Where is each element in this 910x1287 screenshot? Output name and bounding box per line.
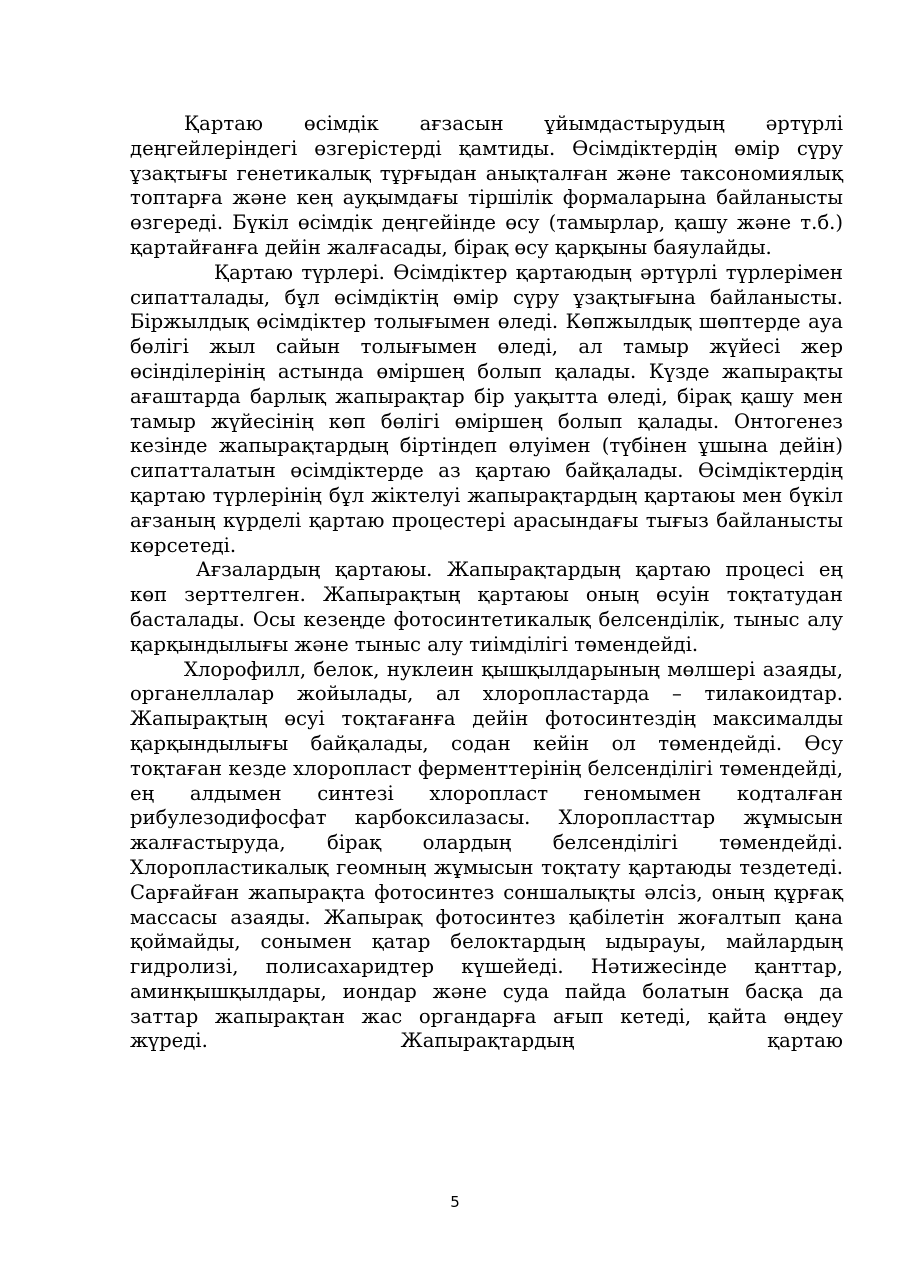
paragraph-chlorophyll: Хлорофилл, белок, нуклеин қышқылдарының мөлшері азаяды, органеллалар жойылады, ал хлоропластарда – тилакоидтар. Жапырақтың өсуі тоқтағанға дейін фотосинтездің максималды қарқындылығы байқалады, содан кейін ол төмендейді. Өсу тоқтаған кезде хлоропласт ферменттерінің белсенділігі төмендейді, ең алдымен синтезі хлоропласт геномымен кодталған рибулезодифосфат карбоксилазасы. Хлоропласттар жұмысын жалғастыруда, бірақ олардың белсенділігі төмендейді. Хлоропластикалық геомның жұмысын тоқтату қартаюды тездетеді. Сарғайған жапырақта фотосинтез соншалықты әлсіз, оның құрғақ массасы азаяды. Жапырақ фотосинтез қабілетін жоғалтып қана қоймайды, сонымен қатар белоктардың ыдырауы, майлардың гидролизі, полисахаридтер күшейеді. Нәтижесінде қанттар, аминқышқылдары, иондар және суда пайда болатын басқа да заттар жапырақтан жас органдарға ағып кетеді, қайта өңдеу жүреді. Жапырақтардың қартаю (130, 657, 843, 1053)
paragraph-aging-overview: Қартаю өсімдік ағзасын ұйымдастырудың әртүрлі деңгейлеріндегі өзгерістерді қамтиды. Өсімдіктердің өмір сүру ұзақтығы генетикалық тұрғыдан анықталған және таксономиялық топтарға және кең ауқымдағы тіршілік формаларына байланысты өзгереді. Бүкіл өсімдік деңгейінде өсу (тамырлар, қашу және т.б.) қартайғанға дейін жалғасады, бірақ өсу қарқыны баяулайды. (130, 112, 843, 259)
page-number: 5 (450, 1193, 460, 1211)
paragraph-aging-types: Қартаю түрлері. Өсімдіктер қартаюдың әртүрлі түрлерімен сипатталады, бұл өсімдіктің өмір сүру ұзақтығына байланысты. Біржылдық өсімдіктер толығымен өледі. Көпжылдық шөптерде ауа бөлігі жыл сайын толығымен өледі, ал тамыр жүйесі жер өсінділерінің астында өміршең болып қалады. Күзде жапырақты ағаштарда барлық жапырақтар бір уақытта өледі, бірақ қашу мен тамыр жүйесінің көп бөлігі өміршең болып қалады. Онтогенез кезінде жапырақтардың біртіндеп өлуімен (түбінен ұшына дейін) сипатталатын өсімдіктерде аз қартаю байқалады. Өсімдіктердің қартаю түрлерінің бұл жіктелуі жапырақтардың қартаюы мен бүкіл ағзаның күрделі қартаю процестері арасындағы тығыз байланысты көрсетеді. (130, 260, 843, 557)
paragraph-organ-aging: Ағзалардың қартаюы. Жапырақтардың қартаю процесі ең көп зерттелген. Жапырақтың қартаюы оның өсуін тоқтатудан басталады. Осы кезеңде фотосинтетикалық белсенділік, тыныс алу қарқындылығы және тыныс алу тиімділігі төмендейді. (130, 558, 843, 656)
document-page (130, 112, 843, 1054)
